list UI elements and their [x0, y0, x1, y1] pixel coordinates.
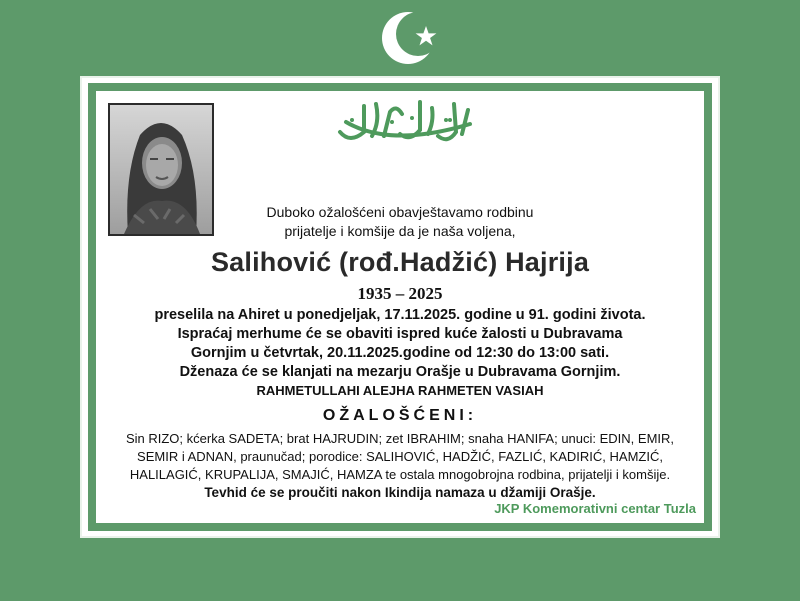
funeral-prayer-line: Dženaza će se klanjati na mezarju Orašje u Dubravama Gornjim.	[179, 364, 621, 380]
mourners-line-3: HALILAGIĆ, KRUPALIJA, SMAJIĆ, HAMZA te ostala mnogobrojna rodbina, prijatelji i komšije.	[129, 467, 671, 482]
crescent-star-icon	[374, 6, 446, 70]
death-date-line: preselila na Ahiret u ponedjeljak, 17.11.2025. godine u 91. godini života.	[154, 307, 646, 323]
tevhid-line: Tevhid će se proučiti nakon Ikindija namaza u džamiji Orašje.	[204, 485, 596, 500]
intro-line-1: Duboko ožalošćeni obavještavamo rodbinu	[266, 204, 534, 220]
calligraphy-graphic	[330, 92, 480, 154]
mourners-line-2: SEMIR i ADNAN, praunučad; porodice: SALIHOVIĆ, HADŽIĆ, FAZLIĆ, KADIRIĆ, HAMZIĆ,	[137, 449, 663, 464]
mourners-line-1: Sin RIZO; kćerka SADETA; brat HAJRUDIN; zet IBRAHIM; snaha HANIFA; unuci: EDIN, EMIR,	[125, 431, 675, 446]
prayer-formula: RAHMETULLAHI ALEJHA RAHMETEN VASIAH	[256, 383, 544, 398]
arabic-calligraphy	[330, 92, 480, 154]
organization-footer: JKP Komemorativni centar Tuzla	[494, 501, 696, 516]
farewell-line-1: Ispraćaj merhume će se obaviti ispred kuće žalosti u Dubravama	[177, 326, 623, 342]
life-years: 1935 – 2025	[357, 284, 443, 303]
mourners-title: OŽALOŠĆENI:	[322, 407, 478, 424]
intro-line-2: prijatelje i komšije da je naša voljena,	[284, 223, 516, 239]
farewell-line-2: Gornjim u četvrtak, 20.11.2025.godine od 12:30 do 13:00 sati.	[190, 345, 610, 361]
deceased-name: Salihović (rođ.Hadžić) Hajrija	[210, 247, 590, 277]
